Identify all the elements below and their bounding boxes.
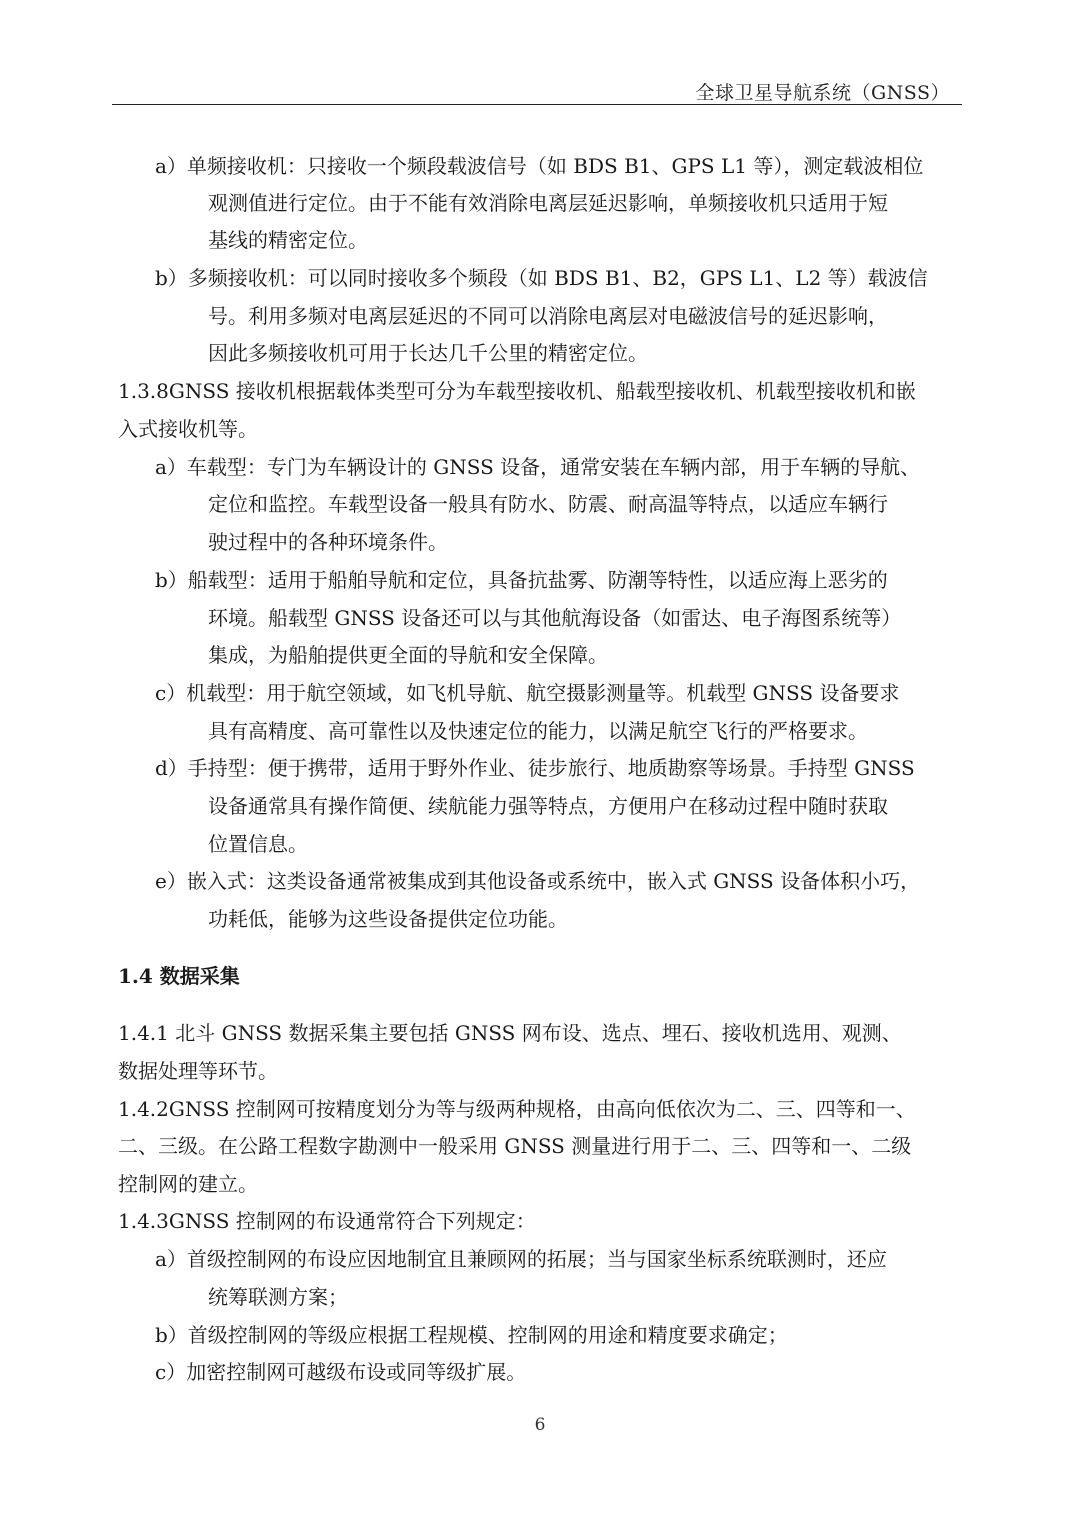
list-item-line: 环境。船载型 GNSS 设备还可以与其他航海设备（如雷达、电子海图系统等） <box>208 606 902 630</box>
section-heading: 1.4 数据采集 <box>118 964 240 988</box>
list-item-line: 统筹联测方案； <box>208 1285 348 1309</box>
list-item-line: 设备通常具有操作简便、续航能力强等特点，方便用户在移动过程中随时获取 <box>208 794 888 818</box>
list-item-line: e）嵌入式：这类设备通常被集成到其他设备或系统中，嵌入式 GNSS 设备体积小巧， <box>155 869 921 893</box>
list-item-line: 基线的精密定位。 <box>208 228 368 252</box>
running-header <box>112 70 962 105</box>
paragraph-line: 二、三级。在公路工程数字勘测中一般采用 GNSS 测量进行用于二、三、四等和一、二级 <box>118 1134 912 1158</box>
list-item-line: 具有高精度、高可靠性以及快速定位的能力，以满足航空飞行的严格要求。 <box>208 719 868 743</box>
list-item-line: 功耗低，能够为这些设备提供定位功能。 <box>208 907 568 931</box>
paragraph-line: 1.4.1 北斗 GNSS 数据采集主要包括 GNSS 网布设、选点、埋石、接收机选用、观测、 <box>118 1021 902 1045</box>
list-item-line: a）单频接收机：只接收一个频段载波信号（如 BDS B1、GPS L1 等），测定载波相位 <box>155 154 924 178</box>
list-item-line: 集成，为船舶提供更全面的导航和安全保障。 <box>208 643 608 667</box>
list-item-line: b）多频接收机：可以同时接收多个频段（如 BDS B1、B2，GPS L1、L2 等）载波信 <box>155 266 928 290</box>
list-item-line: c）机载型：用于航空领域，如飞机导航、航空摄影测量等。机载型 GNSS 设备要求 <box>155 681 900 705</box>
list-item-line: a）首级控制网的布设应因地制宜且兼顾网的拓展；当与国家坐标系统联测时，还应 <box>155 1247 887 1271</box>
page-number: 6 <box>534 1415 546 1435</box>
paragraph-line: 1.3.8GNSS 接收机根据载体类型可分为车载型接收机、船载型接收机、机载型接收机和嵌 <box>118 379 916 403</box>
list-item-line: c）加密控制网可越级布设或同等级扩展。 <box>155 1360 527 1384</box>
list-item-line: b）首级控制网的等级应根据工程规模、控制网的用途和精度要求确定； <box>155 1323 788 1347</box>
list-item-line: 位置信息。 <box>208 832 308 856</box>
paragraph-line: 1.4.2GNSS 控制网可按精度划分为等与级两种规格，由高向低依次为二、三、四等和一、 <box>118 1097 916 1121</box>
paragraph-line: 1.4.3GNSS 控制网的布设通常符合下列规定： <box>118 1209 536 1233</box>
list-item-line: 观测值进行定位。由于不能有效消除电离层延迟影响，单频接收机只适用于短 <box>208 191 888 215</box>
paragraph-line: 入式接收机等。 <box>118 417 258 441</box>
list-item-line: 驶过程中的各种环境条件。 <box>208 530 448 554</box>
header-title: 全球卫星导航系统（GNSS） <box>695 82 950 104</box>
list-item-line: 号。利用多频对电离层延迟的不同可以消除电离层对电磁波信号的延迟影响， <box>208 304 888 328</box>
paragraph-line: 数据处理等环节。 <box>118 1059 278 1083</box>
list-item-line: b）船载型：适用于船舶导航和定位，具备抗盐雾、防潮等特性，以适应海上恶劣的 <box>155 568 888 592</box>
list-item-line: 因此多频接收机可用于长达几千公里的精密定位。 <box>208 341 648 365</box>
list-item-line: a）车载型：专门为车辆设计的 GNSS 设备，通常安装在车辆内部，用于车辆的导航、 <box>155 455 921 479</box>
list-item-line: d）手持型：便于携带，适用于野外作业、徒步旅行、地质勘察等场景。手持型 GNSS <box>155 756 915 780</box>
paragraph-line: 控制网的建立。 <box>118 1172 258 1196</box>
list-item-line: 定位和监控。车载型设备一般具有防水、防震、耐高温等特点，以适应车辆行 <box>208 492 888 516</box>
